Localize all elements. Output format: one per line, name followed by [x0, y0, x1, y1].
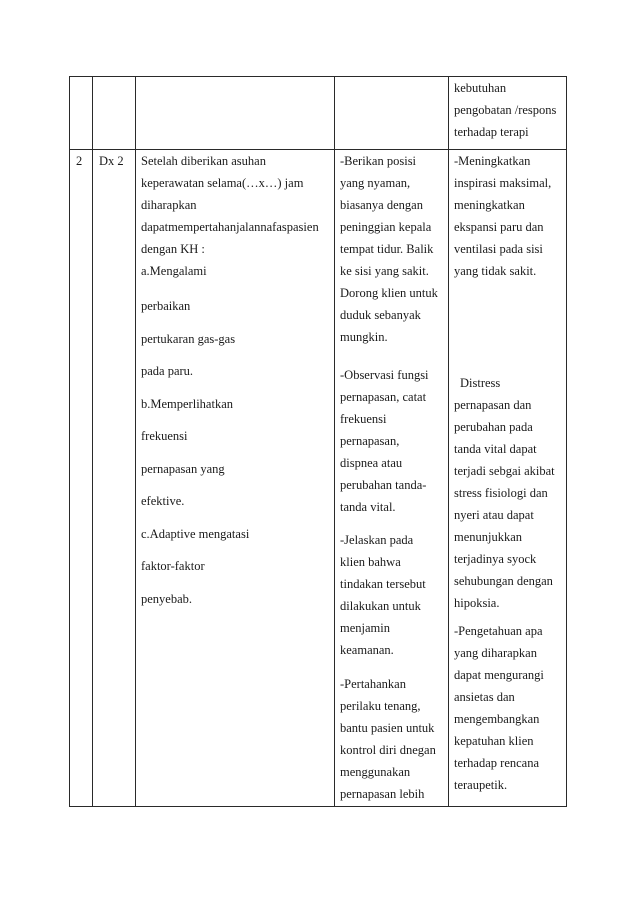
col-border-4: [448, 76, 449, 807]
text-line: Setelah diberikan asuhan: [141, 154, 266, 168]
text-line: tanda vital dapat: [454, 442, 537, 456]
text-line: biasanya dengan: [340, 198, 423, 212]
text-line: pertukaran gas-gas: [141, 331, 236, 346]
top-row-col5-text: [454, 77, 556, 143]
text-line: diharapkan: [141, 198, 197, 212]
text-line: pada paru.: [141, 364, 194, 378]
text-line: yang tidak sakit.: [454, 264, 537, 278]
text-line: klien bahwa: [340, 555, 401, 569]
text-line: sehubungan dengan: [454, 574, 553, 588]
text-line: dapatmempertahanjalannafaspasien: [141, 220, 319, 234]
text-line: pernapasan, catat: [340, 390, 427, 404]
text-line: terjadinya syock: [454, 552, 537, 566]
intervention-block-2: [340, 364, 429, 518]
intervention-block-4: [340, 673, 436, 805]
row-number: 2: [76, 154, 83, 168]
text-line: -Observasi fungsi: [340, 368, 429, 382]
text-line: terjadi sebgai akibat: [454, 464, 555, 478]
text-line: mungkin.: [340, 330, 388, 344]
text-line: a.Mengalami: [141, 264, 207, 278]
text-line: duduk sebanyak: [340, 308, 421, 322]
rationale-block-2: [454, 372, 555, 614]
text-line: faktor-faktor: [141, 559, 205, 573]
text-line: -Meningkatkan: [454, 154, 531, 168]
text-line: tanda vital.: [340, 500, 396, 514]
diagnosis-code: Dx 2: [99, 154, 124, 168]
text-line: nyeri atau dapat: [454, 508, 534, 522]
text-line: dilakukan untuk: [340, 599, 421, 613]
text-line: meningkatkan: [454, 198, 525, 212]
col-border-right: [566, 76, 567, 807]
text-line: perubahan pada: [454, 420, 533, 434]
text-line: keamanan.: [340, 643, 394, 657]
text-line: penyebab.: [141, 591, 193, 606]
text-line: frekuensi: [141, 429, 188, 443]
rationale-block-1: [454, 150, 551, 282]
text-line: pengobatan /respons: [454, 103, 557, 117]
intervention-block-1: [340, 150, 438, 348]
text-line: ventilasi pada sisi: [454, 242, 543, 256]
text-line: perubahan tanda-: [340, 478, 427, 492]
text-line: pernapasan,: [340, 434, 400, 448]
text-line: tempat tidur. Balik: [340, 242, 434, 256]
text-line: yang nyaman,: [340, 176, 411, 190]
text-line: menggunakan: [340, 765, 411, 779]
text-line: perbaikan: [141, 299, 191, 313]
col-border-3: [334, 76, 335, 807]
text-line: dapat mengurangi: [454, 668, 544, 682]
text-line: c.Adaptive mengatasi: [141, 526, 250, 541]
text-line: tindakan tersebut: [340, 577, 426, 591]
text-line: ekspansi paru dan: [454, 220, 544, 234]
text-line: yang diharapkan: [454, 646, 537, 660]
text-line: dengan KH :: [141, 242, 205, 256]
text-line: frekuensi: [340, 412, 387, 426]
text-line: pernapasan dan: [454, 398, 532, 412]
intervention-block-3: [340, 529, 426, 661]
text-line: Dorong klien untuk: [340, 286, 438, 300]
col-border-1: [92, 76, 93, 807]
goal-criteria-text: [141, 150, 319, 615]
text-line: -Pertahankan: [340, 677, 406, 691]
text-line: menjamin: [340, 621, 390, 635]
text-line: perilaku tenang,: [340, 699, 421, 713]
table-bottom-border: [69, 806, 567, 807]
text-line: peninggian kepala: [340, 220, 432, 234]
text-line: -Pengetahuan apa: [454, 624, 543, 638]
text-line: -Jelaskan pada: [340, 533, 414, 547]
text-line: pernapasan lebih: [340, 787, 425, 801]
text-line: inspirasi maksimal,: [454, 176, 552, 190]
col-border-left: [69, 76, 70, 807]
col-border-2: [135, 76, 136, 807]
text-line: dispnea atau: [340, 456, 403, 470]
text-line: terhadap rencana: [454, 756, 540, 770]
text-line: efektive.: [141, 494, 185, 508]
text-line: Distress: [460, 376, 501, 390]
text-line: -Berikan posisi: [340, 154, 417, 168]
text-line: teraupetik.: [454, 778, 508, 792]
rationale-block-3: [454, 620, 544, 796]
text-line: pernapasan yang: [141, 461, 225, 476]
text-line: kepatuhan klien: [454, 734, 534, 748]
text-line: ansietas dan: [454, 690, 515, 704]
text-line: menunjukkan: [454, 530, 523, 544]
text-line: stress fisiologi dan: [454, 486, 548, 500]
text-line: bantu pasien untuk: [340, 721, 435, 735]
text-line: mengembangkan: [454, 712, 540, 726]
text-line: kebutuhan: [454, 81, 507, 95]
text-line: hipoksia.: [454, 596, 500, 610]
text-line: keperawatan selama(…x…) jam: [141, 176, 304, 190]
text-line: terhadap terapi: [454, 125, 529, 139]
text-line: b.Memperlihatkan: [141, 396, 233, 411]
text-line: kontrol diri dnegan: [340, 743, 436, 757]
text-line: ke sisi yang sakit.: [340, 264, 429, 278]
